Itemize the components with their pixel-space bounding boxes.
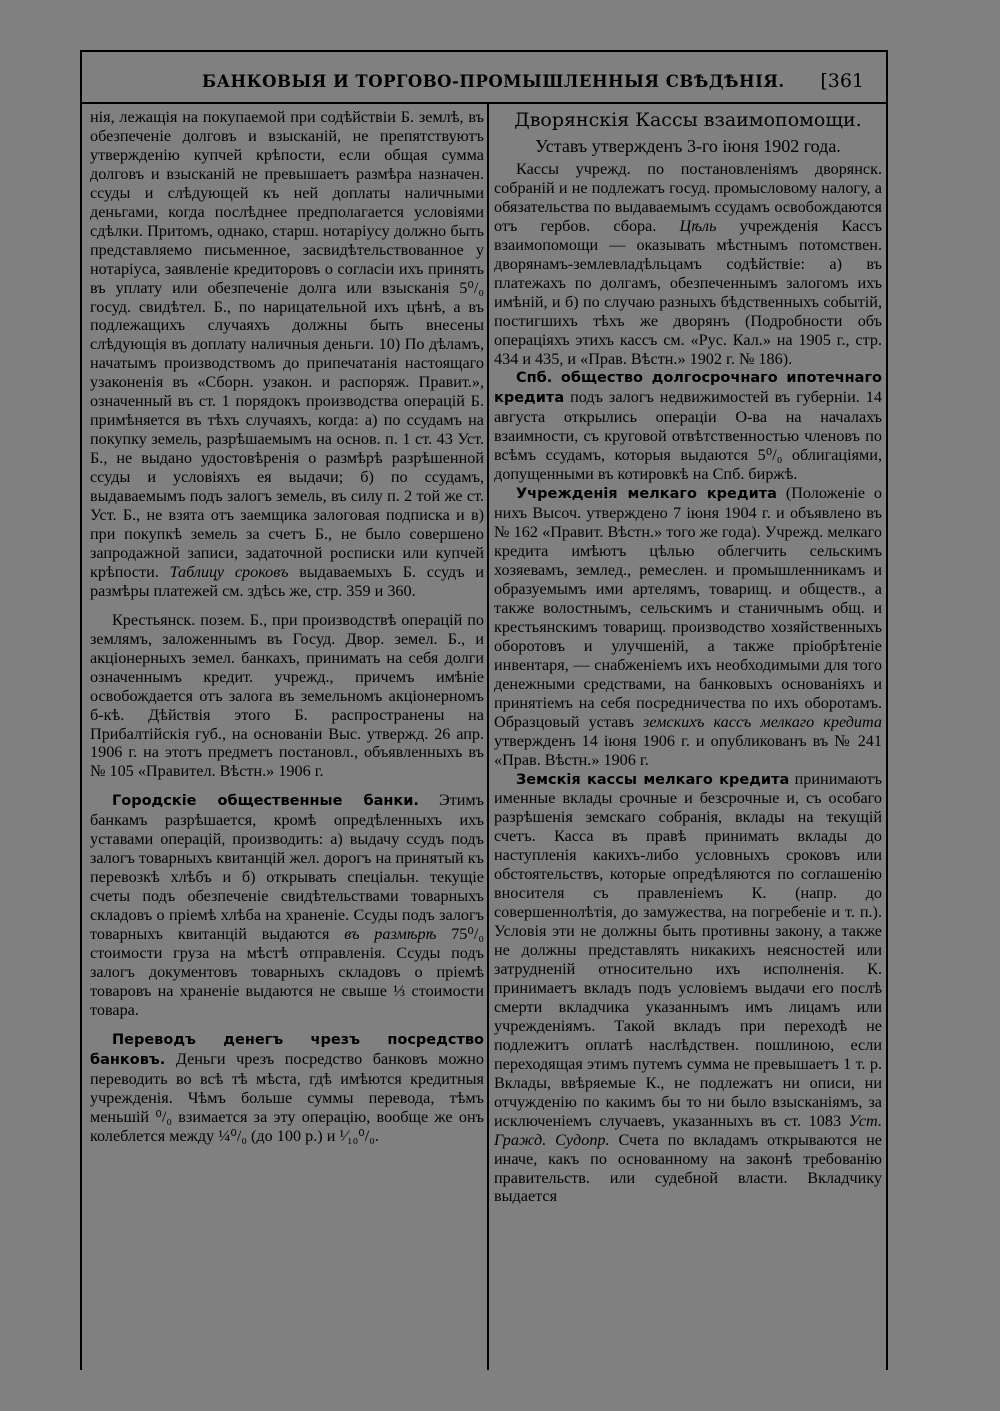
text: выдаваемыхъ Б. ссудъ и размѣры платежей см. здѣсь же, стр. 359 и 360.: [90, 562, 485, 600]
right-paragraph-1: [494, 160, 882, 368]
section-subtitle: Уставъ утвержденъ 3-го іюня 1902 года.: [535, 136, 841, 156]
section-heading: Переводъ денегъ чрезъ посредство банковъ.: [90, 1031, 484, 1068]
section-title: Дворянскія Кассы взаимопомощи.: [514, 109, 862, 131]
right-column: [494, 108, 882, 1370]
section-heading: Спб. общество долгосрочнаго ипотечнаго кредита: [494, 370, 882, 407]
left-paragraph-3: [90, 791, 484, 1019]
text: утвержденъ 14 іюня 1906 г. и опубликованъ въ № 241 «Прав. Вѣстн.» 1906 г.: [494, 731, 882, 769]
left-column: [90, 108, 484, 1370]
left-paragraph-1: [90, 108, 484, 601]
header-title: БАНКОВЫЯ И ТОРГОВО-ПРОМЫШЛЕННЫЯ СВѢДѢНІЯ.: [202, 72, 785, 91]
text: (Положеніе о нихъ Высоч. утверждено 7 іюня 1904 г. и объявлено въ № 162 «Правит. Вѣстн.» того же года). Учрежд. мелкаго кредита имѣютъ цѣлью облегчить сельскимъ хозяевамъ, землед., ремеслен. и промышленникамъ и образуемымъ ими артелямъ, товарищ. и обществ., а также волостнымъ, сельскимъ и станичнымъ общ. и крестьянскимъ товарищ. производство хозяйственныхъ оборотовъ и улучшеній, а также пріобрѣтеніе инвентаря, — снабженіемъ ихъ необходимыми для того денежными средствами, на банковыхъ основаніяхъ и принятіемъ на себя посредничества по ихъ оборотамъ. Образцовый уставъ: [494, 484, 882, 731]
text: Кассы учрежд. по постановленіямъ дворянск. собраній и не подлежатъ госуд. промысловому налогу, а обязательства по выдаваемымъ ссудамъ освобождаются отъ гербов. сбора.: [494, 160, 882, 235]
left-paragraph-2: Крестьянск. позем. Б., при производствѣ операцій по землямъ, заложеннымъ въ Госуд. Двор. земел. Б., и акціонерныхъ земел. банкахъ, принимать на себя долги означеннымъ кредит. учрежд., причемъ имѣніе освобождается отъ залога въ земельномъ акціонерномъ б-кѣ. Дѣйствія этого Б. распространены на Прибалтійскія губ., на основаніи Выс. утвержд. 26 апр. 1906 г. на этотъ предметъ постановл., объявленныхъ въ № 105 «Правител. Вѣстн.» 1906 г.: [90, 610, 484, 781]
text-italic: въ размѣрѣ: [344, 925, 437, 944]
section-heading: Земскія кассы мелкаго кредита: [516, 771, 790, 788]
page-header: [82, 52, 886, 104]
right-paragraph-4: [494, 770, 882, 1207]
text-italic: Таблицу сроковъ: [169, 562, 289, 581]
text: подъ залогъ недвижимостей въ губерніи. 14 августа открылись операціи О-ва на началахъ взаимности, съ круговой отвѣтственностью членовъ по всѣмъ ссудамъ, которыя выдаются 5⁰/₀ облигаціями, допущенными въ котировкѣ на Спб. биржѣ.: [494, 388, 882, 484]
right-paragraph-3: [494, 484, 882, 769]
text-italic: земскихъ кассъ мелкаго кредита: [643, 712, 882, 731]
text: учрежденія Кассъ взаимопомощи — оказывать мѣстнымъ потомствен. дворянамъ-землевладѣльцамъ содѣйствіе: а) въ платежахъ по долгамъ, обезпеченнымъ залогомъ ихъ имѣній, и б) по случаю разныхъ бѣдственныхъ событій, постигшихъ тѣхъ же дворянъ (Подробности объ операціяхъ этихъ кассъ см. «Рус. Кал.» на 1905 г., стр. 434 и 435, и «Прав. Вѣстн.» 1902 г. № 186).: [494, 216, 883, 368]
text: принимаютъ именные вклады срочные и безсрочные и, съ особаго разрѣшенія земскаго собранія, вклады на текущій счетъ. Касса въ правѣ принимать вклады до наступленія какихъ-либо условныхъ сроковъ или обстоятельствъ, которые опредѣляются по соглашенію вносителя съ правленіемъ К. (напр. до совершеннолѣтія, до замужества, на погребеніе и т. п.). Условія эти не должны быть противны закону, а также не должны представлять никакихъ неясностей или затрудненій относительно ихъ исполненія. К. принимаетъ вкладъ подъ условіемъ выдачи его послѣ смерти вкладчика указаннымъ имъ лицамъ или учрежденіямъ. Такой вкладъ при переходѣ не подлежитъ оплатѣ наслѣдствен. пошлиною, если переходящая этимъ путемъ сумма не превышаетъ 1 т. р. Вклады, ввѣряемые К., не подлежатъ ни описи, ни отчужденію по какимъ бы то ни было взысканіямъ, за исключеніемъ случаевъ, указанныхъ въ ст. 1083: [494, 769, 882, 1130]
text: нія, лежащія на покупаемой при содѣйствіи Б. землѣ, въ обезпеченіе долговъ и взысканій, не препятствуютъ утвержденію купчей крѣпости, если общая сумма долговъ и взысканій не превышаетъ размѣра назначен. ссуды и слѣдующей къ ней доплаты наличными деньгами, когда послѣднее предполагается условіями сдѣлки. Притомъ, однако, старш. нотаріусу должно быть представляемо письменное, засвидѣтельствованное у нотаріуса, заявленіе кредиторовъ о согласіи ихъ принять въ уплату или обезпеченіе долга или взысканія 5⁰/₀ госуд. свидѣтел. Б., по нарицательной ихъ цѣнѣ, а въ подлежащихъ случаяхъ должны быть внесены слѣдующія въ доплату наличныя деньги. 10) По дѣламъ, начатымъ производствомъ до припечатанія настоящаго узаконенія въ «Сборн. узакон. и распоряж. Правит.», означенный въ ст. 1 порядокъ производства операцій Б. примѣняется въ тѣхъ случаяхъ, когда: а) по ссудамъ на покупку земель, разрѣшаемымъ на основ. п. 1 ст. 43 Уст. Б., не выдано удостовѣренія о размѣрѣ разрѣшенной ссуды и условіяхъ ея выдачи; б) по ссудамъ, выдаваемымъ подъ залогъ земель, въ силу п. 2 той же ст. Уст. Б., не взята отъ заемщика залоговая подписка и в) при покупкѣ земель за счетъ Б., не было совершено запродажной записи, задаточной росписки или купчей крѣпости.: [90, 108, 484, 581]
text-italic: Цѣль: [679, 216, 717, 235]
text: Деньги чрезъ посредство банковъ можно переводить во всѣ тѣ мѣста, гдѣ имѣются кредитныя учрежденія. Чѣмъ больше суммы перевода, тѣмъ меньшій ⁰/₀ взимается за эту операцію, вообще же онъ колеблется между ¼⁰/₀ (до 100 р.) и ¹⁄₁₀⁰/₀.: [90, 1049, 484, 1145]
text-italic: Уст. Гражд. Судопр.: [494, 1111, 882, 1149]
column-divider: [487, 102, 489, 1370]
document-page: [80, 50, 888, 1370]
section-heading: Учрежденія мелкаго кредита: [516, 486, 777, 503]
right-paragraph-2: [494, 368, 882, 484]
section-heading: Городскіе общественные банки.: [112, 793, 419, 810]
text: Счета по вкладамъ открываются не иначе, какъ по основанному на законѣ требованію правительств. или судебной власти. Вкладчику выдается: [494, 1130, 882, 1206]
page-number: [361: [820, 70, 864, 92]
left-paragraph-4: [90, 1030, 484, 1146]
text: Этимъ банкамъ разрѣшается, кромѣ опредѣленныхъ ихъ уставами операцій, производить: а) выдачу ссудъ подъ залогъ товарныхъ квитанцій жел. дорогъ на принятый къ перевозкѣ хлѣбъ и б) открывать спеціальн. текущіе счеты подъ обезпеченіе свидѣтельствами товарныхъ складовъ о пріемѣ хлѣба на храненіе. Ссуды подъ залогъ товарныхъ квитанцій выдаются: [90, 791, 484, 944]
text: 75⁰/₀ стоимости груза на мѣстѣ отправленія. Ссуды подъ залогъ документовъ товарныхъ складовъ о пріемѣ товаровъ на храненіе выдаются не свыше ⅓ стоимости товара.: [90, 925, 485, 1019]
